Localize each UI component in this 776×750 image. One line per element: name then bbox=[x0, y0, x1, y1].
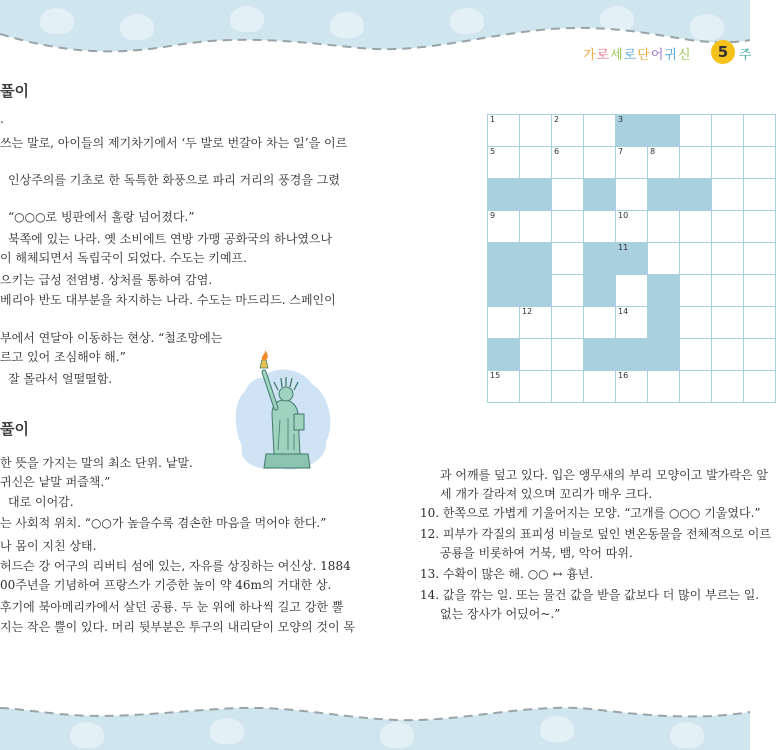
puzzle-cell bbox=[488, 339, 519, 370]
clue-line: 세 개가 갈라져 있으며 꼬리가 매우 크다. bbox=[440, 487, 653, 501]
title-char: 세 bbox=[610, 48, 624, 63]
puzzle-cell bbox=[488, 147, 519, 178]
puzzle-cell bbox=[488, 307, 519, 338]
clue-line: 지는 작은 뿔이 있다. 머리 뒷부분은 투구의 내리닫이 모양의 것이 목 bbox=[0, 620, 355, 634]
puzzle-cell-number: 16 bbox=[618, 371, 629, 380]
puzzle-cell-number: 1 bbox=[490, 115, 496, 124]
puzzle-cell bbox=[648, 339, 679, 370]
puzzle-cell bbox=[712, 339, 743, 370]
puzzle-cell-number: 14 bbox=[618, 307, 629, 316]
clue-line: 대로 이어감. bbox=[8, 495, 74, 509]
puzzle-cell bbox=[488, 179, 519, 210]
puzzle-cell bbox=[520, 339, 551, 370]
puzzle-cell bbox=[744, 371, 775, 402]
puzzle-cell bbox=[712, 115, 743, 146]
puzzle-cell bbox=[488, 371, 519, 402]
puzzle-cell bbox=[520, 243, 551, 274]
puzzle-cell bbox=[488, 211, 519, 242]
puzzle-cell bbox=[584, 339, 615, 370]
clue-line: 12. 피부가 각질의 표피성 비늘로 덮인 변온동물을 전체적으로 이르 bbox=[420, 527, 771, 541]
clue-line: 공룡을 비롯하여 거북, 뱀, 악어 따위. bbox=[440, 546, 633, 560]
clue-line: 부에서 연달아 이동하는 현상. “철조망에는 bbox=[0, 331, 223, 345]
puzzle-cell bbox=[584, 179, 615, 210]
puzzle-cell bbox=[520, 147, 551, 178]
puzzle-cell bbox=[712, 275, 743, 306]
puzzle-cell bbox=[552, 147, 583, 178]
puzzle-cell-number: 11 bbox=[618, 243, 629, 252]
title-char: 가 bbox=[583, 48, 597, 63]
clue-line: 으키는 급성 전염병. 상처를 통하여 감염. bbox=[0, 273, 213, 287]
puzzle-cell bbox=[680, 211, 711, 242]
puzzle-cell bbox=[680, 179, 711, 210]
puzzle-cell bbox=[552, 371, 583, 402]
puzzle-cell bbox=[616, 115, 647, 146]
puzzle-cell bbox=[488, 243, 519, 274]
puzzle-cell bbox=[680, 147, 711, 178]
clue-line: 쓰는 말로, 아이들의 제기차기에서 ‘두 발로 번갈아 차는 일’을 이르 bbox=[0, 136, 348, 150]
puzzle-cell bbox=[584, 371, 615, 402]
puzzle-cell bbox=[744, 339, 775, 370]
puzzle-cell bbox=[616, 211, 647, 242]
puzzle-cell bbox=[552, 339, 583, 370]
puzzle-cell bbox=[616, 243, 647, 274]
puzzle-cell bbox=[520, 307, 551, 338]
puzzle-cell bbox=[648, 147, 679, 178]
puzzle-cell bbox=[616, 275, 647, 306]
puzzle-cell bbox=[488, 275, 519, 306]
title-char: 신 bbox=[677, 48, 692, 63]
clue-line: 베리아 반도 대부분을 차지하는 나라. 수도는 마드리드. 스페인이 bbox=[0, 293, 336, 307]
puzzle-cell bbox=[616, 307, 647, 338]
puzzle-cell bbox=[520, 371, 551, 402]
clue-line: . bbox=[0, 112, 4, 126]
puzzle-cell-number: 12 bbox=[522, 307, 533, 316]
puzzle-cell bbox=[712, 211, 743, 242]
puzzle-cell bbox=[616, 371, 647, 402]
puzzle-cell bbox=[744, 275, 775, 306]
puzzle-cell bbox=[744, 307, 775, 338]
puzzle-cell-number: 3 bbox=[618, 115, 624, 124]
statue-of-liberty-illustration bbox=[228, 350, 338, 475]
puzzle-cell-number: 6 bbox=[554, 147, 560, 156]
title-char: 어 bbox=[650, 48, 665, 63]
clue-line: 이 해체되면서 독립국이 되었다. 수도는 키예프. bbox=[0, 251, 247, 265]
puzzle-cell bbox=[744, 179, 775, 210]
puzzle-cell bbox=[616, 179, 647, 210]
puzzle-cell bbox=[520, 115, 551, 146]
puzzle-cell bbox=[712, 307, 743, 338]
puzzle-cell bbox=[712, 147, 743, 178]
puzzle-cell-number: 15 bbox=[490, 371, 501, 380]
puzzle-cell bbox=[520, 179, 551, 210]
title-char: 로 bbox=[596, 48, 611, 63]
clue-line: 없는 장사가 어딨어~.” bbox=[440, 607, 561, 621]
puzzle-cell bbox=[584, 147, 615, 178]
puzzle-cell bbox=[488, 115, 519, 146]
chapter-number-badge: 5 bbox=[711, 40, 735, 64]
section-title-across: 풀이 bbox=[0, 82, 29, 100]
clue-line: 는 사회적 위치. “○○가 높을수록 겸손한 마음을 먹어야 한다.” bbox=[0, 516, 327, 530]
puzzle-cell bbox=[712, 243, 743, 274]
puzzle-cell bbox=[648, 179, 679, 210]
puzzle-cell bbox=[648, 115, 679, 146]
chapter-label: 주 bbox=[739, 48, 752, 63]
puzzle-cell bbox=[552, 115, 583, 146]
puzzle-cell bbox=[712, 179, 743, 210]
puzzle-cell bbox=[552, 243, 583, 274]
puzzle-cell-number: 7 bbox=[618, 147, 624, 156]
clue-line: 르고 있어 조심해야 해.” bbox=[0, 350, 126, 364]
puzzle-cell-number: 8 bbox=[650, 147, 656, 156]
title-char: 단 bbox=[637, 48, 651, 63]
puzzle-cell bbox=[584, 275, 615, 306]
clue-line: 00주년을 기념하여 프랑스가 기증한 높이 약 46m의 거대한 상. bbox=[0, 578, 332, 592]
clue-line: 13. 수확이 많은 해. ○○ ↔ 흉년. bbox=[420, 567, 594, 581]
puzzle-cell bbox=[680, 115, 711, 146]
puzzle-cell bbox=[680, 371, 711, 402]
clue-line: 북쪽에 있는 나라. 옛 소비에트 연방 가맹 공화국의 하나였으나 bbox=[8, 232, 333, 246]
clue-line: 귀신은 낱말 퍼즐책.” bbox=[0, 475, 111, 489]
clue-line: 나 몸이 지친 상태. bbox=[0, 539, 97, 553]
puzzle-cell bbox=[584, 211, 615, 242]
clue-line: 인상주의를 기초로 한 독특한 화풍으로 파리 거리의 풍경을 그렸 bbox=[8, 173, 340, 187]
puzzle-cell bbox=[552, 275, 583, 306]
puzzle-cell bbox=[680, 307, 711, 338]
clue-line: 한 뜻을 가지는 말의 최소 단위. 낱말. bbox=[0, 456, 193, 470]
puzzle-cell bbox=[552, 211, 583, 242]
clue-line: 잘 몰라서 얼떨떨함. bbox=[8, 372, 113, 386]
book-title bbox=[583, 44, 692, 63]
clue-line: 허드슨 강 어구의 리버티 섬에 있는, 자유를 상징하는 여신상. 1884 bbox=[0, 559, 351, 573]
clue-line: 후기에 북아메리카에서 살던 공룡. 두 눈 위에 하나씩 길고 강한 뿔 bbox=[0, 600, 344, 614]
puzzle-cell bbox=[616, 339, 647, 370]
puzzle-cell bbox=[584, 243, 615, 274]
clue-line: “○○○로 빙판에서 홀랑 넘어졌다.” bbox=[8, 210, 195, 224]
puzzle-cell bbox=[648, 307, 679, 338]
puzzle-cell bbox=[712, 371, 743, 402]
puzzle-cell bbox=[744, 243, 775, 274]
puzzle-cell bbox=[584, 115, 615, 146]
puzzle-cell-number: 10 bbox=[618, 211, 629, 220]
puzzle-cell bbox=[520, 211, 551, 242]
crossword-grid bbox=[487, 114, 776, 403]
title-char: 로 bbox=[623, 48, 638, 63]
clue-line: 14. 값을 깎는 일. 또는 물건 값을 받을 값보다 더 많이 부르는 일. bbox=[420, 588, 760, 602]
puzzle-cell bbox=[680, 275, 711, 306]
clue-line: 과 어깨를 덮고 있다. 입은 앵무새의 부리 모양이고 발가락은 앞 bbox=[440, 468, 768, 482]
puzzle-cell bbox=[552, 307, 583, 338]
puzzle-cell bbox=[680, 339, 711, 370]
puzzle-cell bbox=[648, 243, 679, 274]
puzzle-cell bbox=[552, 179, 583, 210]
puzzle-cell bbox=[744, 115, 775, 146]
section-title-down: 풀이 bbox=[0, 420, 29, 438]
puzzle-cell bbox=[520, 275, 551, 306]
puzzle-cell-number: 9 bbox=[490, 211, 496, 220]
puzzle-cell bbox=[648, 371, 679, 402]
puzzle-cell bbox=[584, 307, 615, 338]
puzzle-cell-number: 2 bbox=[554, 115, 560, 124]
puzzle-cell-number: 5 bbox=[490, 147, 496, 156]
puzzle-cell bbox=[680, 243, 711, 274]
puzzle-cell bbox=[744, 147, 775, 178]
puzzle-cell bbox=[744, 211, 775, 242]
puzzle-cell bbox=[648, 211, 679, 242]
clue-line: 10. 한쪽으로 가볍게 기울어지는 모양. “고개를 ○○○ 기울였다.” bbox=[420, 506, 761, 520]
puzzle-cell bbox=[616, 147, 647, 178]
title-char: 귀 bbox=[664, 48, 678, 63]
puzzle-cell bbox=[648, 275, 679, 306]
bottom-wave-divider bbox=[0, 690, 750, 730]
